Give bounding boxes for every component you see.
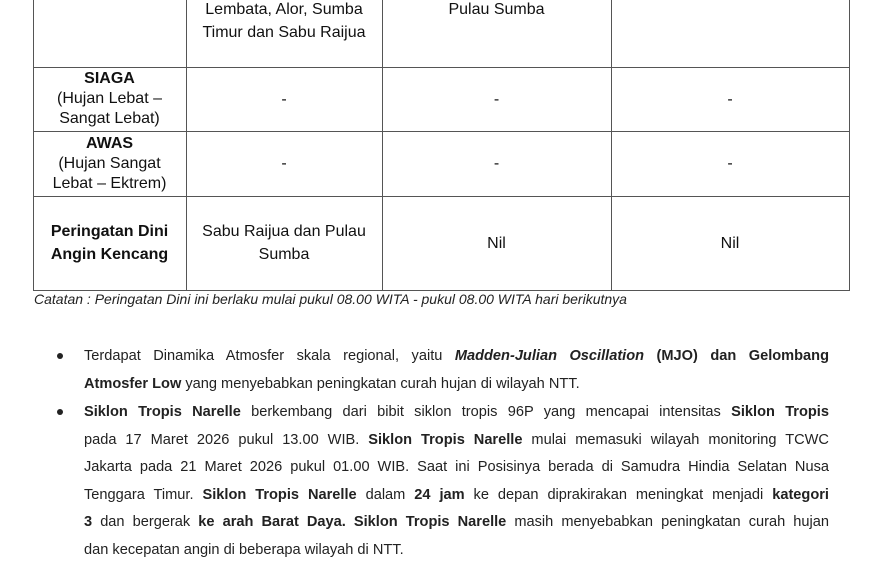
table-cell [186,131,382,196]
cell-text: - [493,90,500,108]
table-border [849,0,850,290]
row-label-angin-kencang [33,196,186,290]
text-line: Siklon Tropis Narelle berkembang dari bibit siklon tropis 96P yang mencapai intensitas Siklon Tropis [84,404,829,420]
table-cell [186,67,382,131]
cell-text: Lembata, Alor, Sumba [205,1,363,18]
cell-text: Sumba [258,246,310,263]
bullet-paragraph [84,399,829,565]
table-cell [186,0,382,45]
bullet-icon [57,409,63,415]
level-name: AWAS [85,134,134,152]
text-line: Jakarta pada 21 Maret 2026 pukul 01.00 WIB. Saat ini Posisinya berada di Samudra Hindia Selatan Nusa [84,459,829,476]
cell-text: Pulau Sumba [448,0,545,18]
text-line: 3 dan bergerak ke arah Barat Daya. Siklon Tropis Narelle masih menyebabkan peningkatan curah hujan [84,514,829,531]
table-cell [611,131,849,196]
text-line: dan kecepatan angin di beberapa wilayah di NTT. [84,541,404,558]
cell-text: - [727,90,733,108]
row-label-awas [33,131,186,196]
table-cell [611,196,849,290]
table-cell [382,131,611,196]
cell-text: Sabu Raijua dan Pulau [202,223,366,240]
level-desc: Sangat Lebat) [59,110,160,127]
bullet-paragraph [84,343,829,398]
table-cell [382,0,611,21]
text-line: pada 17 Maret 2026 pukul 13.00 WIB. Siklon Tropis Narelle mulai memasuki wilayah monitoring TCWC [84,431,829,448]
cell-text: - [281,90,287,108]
cell-text: Timur dan Sabu Raijua [202,24,366,41]
table-cell [382,196,611,290]
text-line: Atmosfer Low yang menyebabkan peningkatan curah hujan di wilayah NTT. [84,375,580,392]
text-line: Terdapat Dinamika Atmosfer skala regional, yaitu Madden-Julian Oscillation (MJO) dan Gelombang [84,348,829,364]
bullet-icon [57,353,63,359]
level-desc: Lebat – Ektrem) [52,174,167,192]
cell-text: - [281,155,287,172]
table-cell [382,67,611,131]
cell-text: - [493,155,500,172]
level-desc: (Hujan Sangat [58,154,161,172]
table-note: Catatan : Peringatan Dini ini berlaku mulai pukul 08.00 WITA - pukul 08.00 WITA hari berikutnya [34,291,627,307]
cell-text: Nil [487,234,506,252]
table-cell [611,67,849,131]
text-line: Tenggara Timur. Siklon Tropis Narelle dalam 24 jam ke depan diprakirakan meningkat menjadi kategori [84,486,829,503]
cell-text: - [727,155,733,172]
level-desc: (Hujan Lebat – [57,90,162,107]
level-name: Peringatan Dini [50,223,169,240]
table-cell [186,196,382,290]
row-label-siaga [33,67,186,131]
level-name: Angin Kencang [50,246,169,263]
cell-text: Nil [720,234,740,252]
level-name: SIAGA [84,70,135,87]
